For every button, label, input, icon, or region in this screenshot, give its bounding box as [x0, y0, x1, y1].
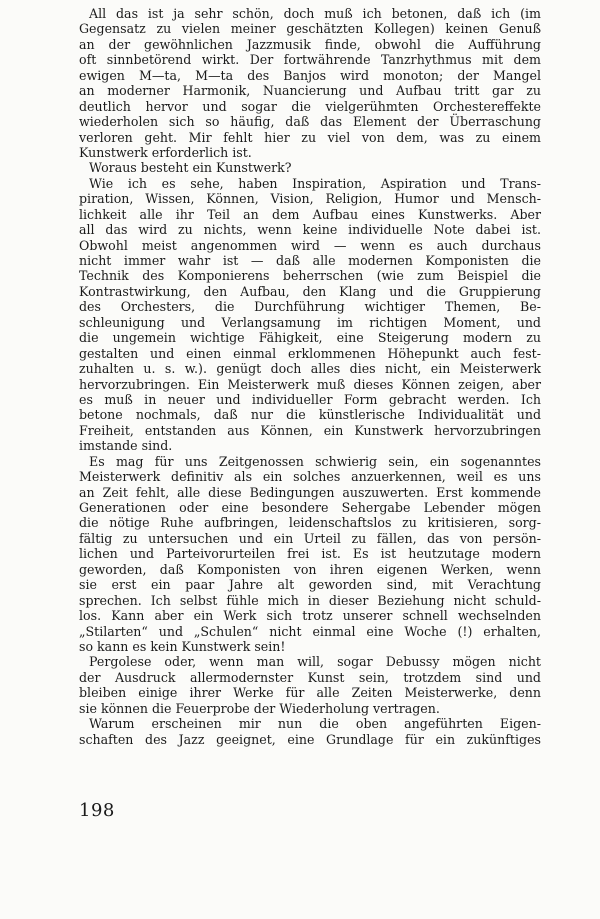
text-line: fältig zu untersuchen und ein Urteil zu fällen, das von persön-: [79, 530, 541, 546]
text-line: Gegensatz zu vielen meiner geschätzten Kollegen) keinen Genuß: [79, 21, 541, 37]
text-line: Warum erscheinen mir nun die oben angeführten Eigen-: [89, 716, 541, 732]
text-line: sprechen. Ich selbst fühle mich in dieser Beziehung nicht schuld-: [79, 592, 541, 608]
text-line: Meisterwerk definitiv als ein solches anzuerkennen, weil es uns: [79, 469, 541, 485]
text-line: verloren geht. Mir fehlt hier zu viel von dem, was zu einem: [79, 129, 541, 145]
text-line: Wie ich es sehe, haben Inspiration, Aspiration und Trans-: [89, 175, 541, 191]
text-line: Obwohl meist angenommen wird — wenn es auch durchaus: [79, 237, 541, 253]
text-line: Freiheit, entstanden aus Können, ein Kunstwerk hervorzubringen: [79, 422, 541, 438]
text-line: an der gewöhnlichen Jazzmusik finde, obwohl die Aufführung: [79, 36, 541, 52]
text-line: lichkeit alle ihr Teil an dem Aufbau eines Kunstwerks. Aber: [79, 206, 541, 222]
text-line: lichen und Parteivorurteilen frei ist. Es ist heutzutage modern: [79, 546, 541, 562]
text-line: all das wird zu nichts, wenn keine individuelle Note dabei ist.: [79, 222, 541, 238]
text-line: die nötige Ruhe aufbringen, leidenschaftslos zu kritisieren, sorg-: [79, 515, 541, 531]
text-line: piration, Wissen, Können, Vision, Religion, Humor und Mensch-: [79, 191, 541, 207]
text-line: so kann es kein Kunstwerk sein!: [79, 638, 286, 654]
text-line: bleiben einige ihrer Werke für alle Zeiten Meisterwerke, denn: [79, 685, 541, 701]
page-number: 198: [79, 800, 115, 821]
text-line: geworden, daß Komponisten von ihren eigenen Werken, wenn: [79, 561, 541, 577]
text-line: gestalten und einen einmal erklommenen Höhepunkt auch fest-: [79, 345, 541, 361]
text-line: los. Kann aber ein Werk sich trotz unserer schnell wechselnden: [79, 608, 541, 624]
body-text: [79, 6, 541, 747]
text-line: hervorzubringen. Ein Meisterwerk muß dieses Können zeigen, aber: [79, 376, 541, 392]
text-line: Es mag für uns Zeitgenossen schwierig sein, ein sogenanntes: [89, 453, 541, 469]
text-line: ewigen M—ta, M—ta des Banjos wird monoton; der Mangel: [79, 67, 541, 83]
text-line: an moderner Harmonik, Nuancierung und Aufbau tritt gar zu: [79, 83, 541, 99]
text-line: schaften des Jazz geeignet, eine Grundlage für ein zukünftiges: [79, 731, 541, 747]
text-line: wiederholen sich so häufig, daß das Element der Überraschung: [79, 114, 541, 130]
text-line: „Stilarten“ und „Schulen“ nicht einmal eine Woche (!) erhalten,: [79, 623, 541, 639]
text-line: Generationen oder eine besondere Sehergabe Lebender mögen: [79, 500, 541, 515]
text-line: der Ausdruck allermodernster Kunst sein, trotzdem sind und: [79, 669, 541, 685]
text-line: betone nochmals, daß nur die künstlerische Individualität und: [79, 407, 541, 423]
text-line: Pergolese oder, wenn man will, sogar Debussy mögen nicht: [89, 654, 541, 670]
text-line: sie erst ein paar Jahre alt geworden sind, mit Verachtung: [79, 577, 541, 593]
text-line: nicht immer wahr ist — daß alle modernen Komponisten die: [79, 253, 541, 268]
text-line: Technik des Komponierens beherrschen (wie zum Beispiel die: [79, 268, 541, 284]
text-line: imstande sind.: [79, 438, 173, 454]
text-line: sie können die Feuerprobe der Wiederholung vertragen.: [79, 700, 440, 716]
text-line: Kontrastwirkung, den Aufbau, den Klang und die Gruppierung: [79, 283, 541, 299]
text-line: des Orchesters, die Durchführung wichtiger Themen, Be-: [79, 299, 541, 315]
text-line: an Zeit fehlt, alle diese Bedingungen auszuwerten. Erst kommende: [79, 484, 541, 500]
text-line: die ungemein wichtige Fähigkeit, eine Steigerung modern zu: [79, 330, 541, 346]
text-line: es muß in neuer und individueller Form gebracht werden. Ich: [79, 391, 541, 407]
text-line: schleunigung und Verlangsamung im richtigen Moment, und: [79, 314, 541, 330]
text-line: All das ist ja sehr schön, doch muß ich betonen, daß ich (im: [89, 6, 541, 21]
text-line: oft sinnbetörend wirkt. Der fortwährende Tanzrhythmus mit dem: [79, 52, 541, 68]
text-line: Kunstwerk erforderlich ist.: [79, 144, 252, 160]
text-line: deutlich hervor und sogar die vielgerühmten Orchestereffekte: [79, 98, 541, 114]
text-line: Woraus besteht ein Kunstwerk?: [89, 160, 292, 176]
text-line: zuhalten u. s. w.). genügt doch alles dies nicht, ein Meisterwerk: [79, 361, 541, 377]
